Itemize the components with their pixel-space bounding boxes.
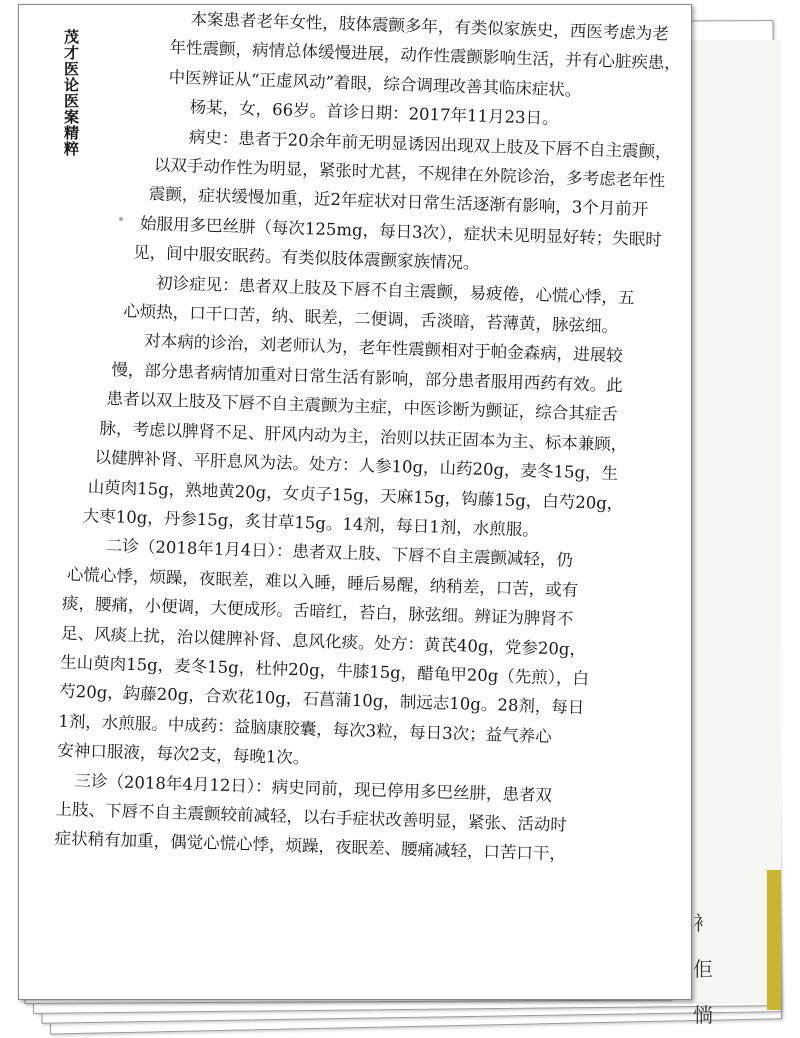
- text-line: 始服用多巴丝肼（每次125mg，每日3次），症状未见明显好转；失眠时: [139, 213, 663, 250]
- text-line: 中医辨证从“正虚风动”着眼，综合调理改善其临床症状。: [168, 67, 582, 100]
- text-line: 症状稍有加重，偶觉心慌心悸，烦躁，夜眠差、腰痛减轻，口苦口干，: [54, 828, 567, 865]
- text-line: 杨某，女，66岁。首诊日期：2017年11月23日。: [189, 97, 559, 129]
- text-line: 本案患者老年女性，肢体震颤多年，有类似家族史，西医考虑为老: [190, 9, 670, 44]
- body-text: [54, 1, 700, 873]
- page-edge-strip: [767, 870, 781, 1010]
- running-header-vertical: 茂才医论医案精粹: [62, 29, 80, 157]
- adjacent-page-text: 衤 佢 惝: [693, 911, 713, 1027]
- text-line: 心烦热，口干口苦，纳、眠差，二便调，舌淡暗，苔薄黄，脉弦细。: [122, 301, 619, 337]
- text-line: 痰，腰痛，小便调，大便成形。舌暗红，苔白，脉弦细。辨证为脾肾不: [61, 593, 574, 629]
- text-line: 上肢、下唇不自主震颤较前减轻，以右手症状改善明显，紧张、活动时: [55, 799, 568, 835]
- text-line: 见，间中服安眠药。有类似肢体震颤家族情况。: [132, 243, 480, 273]
- text-line: 病史：患者于20余年前无明显诱因出现双上肢及下唇不自主震颤，: [188, 127, 672, 162]
- text-line: 安神口服液，每次2支，每晚1次。: [57, 740, 310, 768]
- text-line: 脉，考虑以脾肾不足、肝风内动为主，治则以扶正固本为主、标本兼顾，: [99, 418, 628, 455]
- text-line: 以双手动作性为明显，紧张时尤甚，不规律在外院诊治，多考虑老年性: [153, 155, 666, 191]
- text-line: 心慌心悸，烦躁，夜眠差，难以入睡，睡后易醒，纳稍差，口苦，或有: [66, 564, 579, 600]
- text-line: 大枣10g，丹参15g，炙甘草15g。14剂，每日1剂，水煎服。: [82, 506, 540, 540]
- text-line: 年性震颤，病情总体缓慢进展，动作性震颤影响生活，并有心脏疾患，: [169, 38, 682, 74]
- text-line: 二诊（2018年1月4日）：患者双上肢、下唇不自主震颤减轻，仍: [105, 536, 574, 571]
- text-line: 慢，部分患者病情加重对日常生活有影响，部分患者服用西药有效。此: [111, 360, 623, 396]
- text-line: 震颤，症状缓慢加重，近2年症状对日常生活逐渐有影响，3个月前开: [148, 184, 649, 220]
- text-line: 以健脾补肾、平肝息风为法。处方：人参10g，山药20g，麦冬15g，生: [94, 447, 619, 484]
- document-page: [18, 4, 692, 1000]
- text-line: 1剂，水煎服。中成药：益脑康胶囊，每次3粒，每日3次；益气养心: [58, 711, 552, 746]
- text-line: 初诊症见：患者双上肢及下唇不自主震颤，易疲倦，心慌心悸，五: [155, 273, 635, 308]
- text-line: 患者以双上肢及下唇不自主震颤为主症，中医诊断为颤证，综合其症舌: [106, 389, 619, 425]
- text-line: 对本病的诊治，刘老师认为，老年性震颤相对于帕金森病，进展较: [144, 331, 623, 366]
- text-line: 芍20g，钩藤20g，合欢花10g，石菖蒲10g，制远志10g。28剂，每日: [59, 682, 585, 718]
- text-line: 生山萸肉15g，麦冬15g，杜仲20g，牛膝15g，醋龟甲20g（先煎），白: [59, 652, 590, 689]
- text-line: 山萸肉15g，熟地黄20g，女贞子15g，天麻15g，钩藤15g，白芍20g，: [87, 476, 624, 513]
- text-line: 足、风痰上扰，治以健脾补肾、息风化痰。处方：黄芪40g，党参20g，: [60, 623, 587, 659]
- text-line: 三诊（2018年4月12日）：病史同前，现已停用多巴丝肼，患者双: [74, 770, 553, 805]
